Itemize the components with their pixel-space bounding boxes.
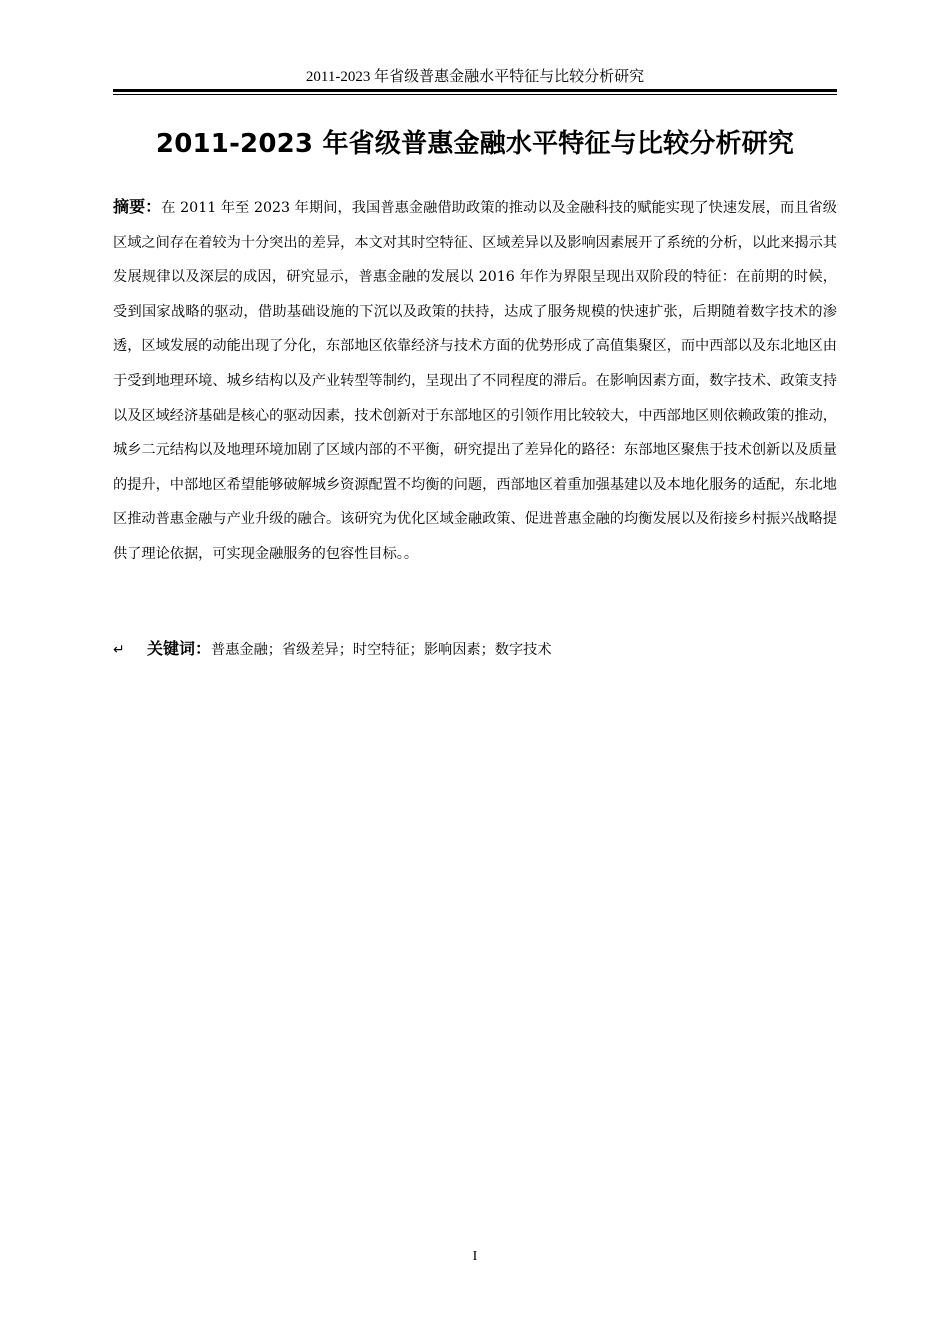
abstract-label: 摘要：: [113, 197, 162, 216]
running-header: 2011-2023 年省级普惠金融水平特征与比较分析研究: [305, 69, 645, 85]
page-number: I: [472, 1249, 478, 1264]
keywords-text: 普惠金融；省级差异；时空特征；影响因素；数字技术: [211, 642, 552, 658]
paragraph-return-icon: ↵: [113, 642, 125, 658]
document-title: 2011-2023 年省级普惠金融水平特征与比较分析研究: [155, 129, 795, 159]
header-rule-thin: [113, 94, 837, 95]
header-rule-thick: [113, 89, 837, 92]
keywords-label: 关键词：: [147, 639, 212, 658]
abstract-text: 在 2011 年至 2023 年期间，我国普惠金融借助政策的推动以及金融科技的赋能实现了快速发展，而且省级区域之间存在着较为十分突出的差异，本文对其时空特征、区域差异以及影响因素展开了系统的分析，以此来揭示其发展规律以及深层的成因，研究显示，普惠金融的发展以 2016 年作为界限呈现出双阶段的特征：在前期的时候，受到国家战略的驱动，借助基础设施的下沉以及政策的扶持，达成了服务规模的快速扩张，后期随着数字技术的渗透，区域发展的动能出现了分化，东部地区依靠经济与技术方面的优势形成了高值集聚区，而中西部以及东北地区由于受到地理环境、城乡结构以及产业转型等制约，呈现出了不同程度的滞后。在影响因素方面，数字技术、政策支持以及区域经济基础是核心的驱动因素，技术创新对于东部地区的引领作用比较较大，中西部地区则依赖政策的推动，城乡二元结构以及地理环境加剧了区域内部的不平衡，研究提出了差异化的路径：东部地区聚焦于技术创新以及质量的提升，中部地区希望能够破解城乡资源配置不均衡的问题，西部地区着重加强基建以及本地化服务的适配，东北地区推动普惠金融与产业升级的融合。该研究为优化区域金融政策、促进普惠金融的均衡发展以及衔接乡村振兴战略提供了理论依据，可实现金融服务的包容性目标。。: [113, 200, 837, 562]
abstract-paragraph: [113, 190, 837, 572]
keywords-line: [113, 636, 837, 663]
